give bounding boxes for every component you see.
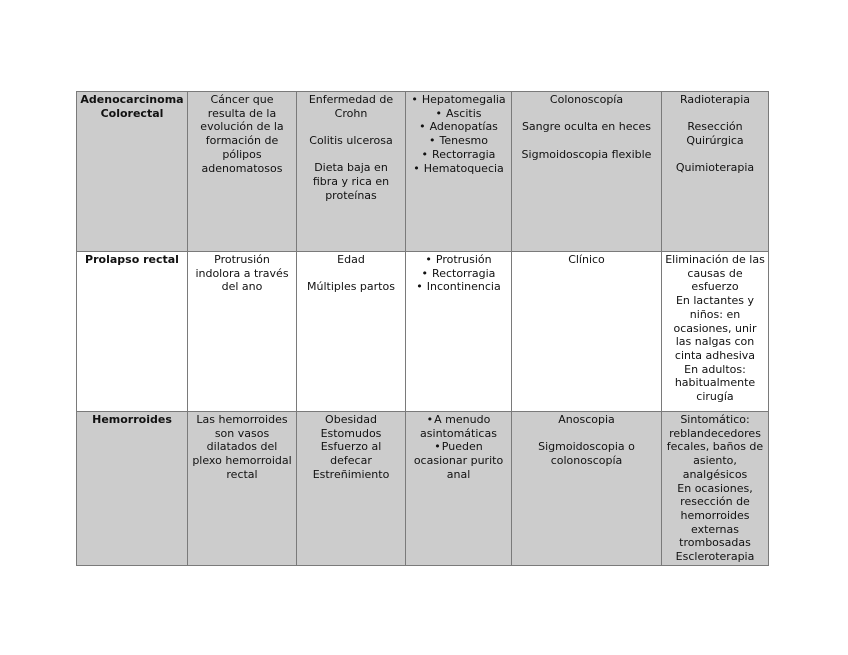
symptom-item: • Rectorragia — [421, 147, 496, 161]
symptom-item: • Tenesmo — [428, 134, 489, 148]
treatment-item: Radioterapia — [679, 93, 751, 106]
treatment-item: Quimioterapia — [675, 161, 755, 175]
symptom-item: •Pueden ocasionar purito anal — [413, 440, 504, 481]
symptoms-cell — [406, 412, 512, 566]
bullet-icon: • — [434, 440, 441, 454]
bullet-icon: • — [419, 120, 426, 134]
diagnosis-cell — [512, 92, 662, 252]
cause-item: Múltiples partos — [307, 280, 395, 294]
bullet-icon: • — [426, 413, 434, 426]
definition-cell — [188, 412, 297, 566]
definition-cell — [188, 92, 297, 252]
diagnosis-cell — [512, 412, 662, 566]
bullet-icon: • — [435, 106, 443, 120]
bullet-icon: • — [411, 93, 418, 106]
treatment-cell — [662, 252, 769, 412]
diagnosis-item: Sigmoidoscopia flexible — [521, 147, 652, 161]
symptom-item: • Hepatomegalia — [411, 93, 506, 106]
symptoms-cell — [406, 92, 512, 252]
symptom-item: • Protrusión — [425, 253, 492, 266]
treatment-item: Resección Quirúrgica — [686, 120, 744, 148]
treatment-item: En lactantes y niños: en ocasiones, unir las nalgas con cinta adhesiva — [673, 294, 757, 362]
treatment-item: Eliminación de las causas de esfuerzo — [665, 253, 765, 294]
cause-item: Enfermedad de Crohn — [308, 93, 394, 120]
symptoms-cell — [406, 252, 512, 412]
table-row — [77, 412, 769, 566]
cause-item: Estomudos — [320, 426, 382, 440]
cause-item: Estreñimiento — [312, 467, 390, 481]
diagnosis-item: Clínico — [568, 253, 605, 266]
causes-cell — [297, 92, 406, 252]
treatment-cell — [662, 412, 769, 566]
bullet-icon: • — [428, 134, 436, 148]
bullet-icon: • — [425, 253, 432, 266]
symptom-item: • Incontinencia — [416, 280, 501, 294]
diagnosis-item: Colonoscopía — [549, 93, 624, 106]
bullet-icon: • — [421, 147, 429, 161]
causes-cell — [297, 252, 406, 412]
table-row — [77, 92, 769, 252]
treatment-item: En ocasiones, resección de hemorroides externas trombosadas — [677, 481, 753, 550]
bullet-icon: • — [421, 266, 429, 280]
diagnosis-item: Anoscopia — [558, 413, 615, 426]
treatment-item: En adultos: habitualmente cirugía — [674, 362, 756, 404]
disease-name-cell — [77, 92, 188, 252]
cause-item: Dieta baja en fibra y rica en proteínas — [312, 161, 390, 202]
cause-item: Edad — [337, 253, 365, 266]
definition-text: Las hemorroides son vasos dilatados del plexo hemorroidal rectal — [192, 413, 292, 481]
causes-cell — [297, 412, 406, 566]
symptom-item: • Hematoquecia — [413, 161, 504, 175]
definition-text: Protrusión indolora a través del ano — [195, 253, 289, 294]
diagnosis-item: Sigmoidoscopia o colonoscopía — [538, 440, 635, 468]
disease-name: Adenocarcinoma Colorectal — [80, 93, 184, 120]
definition-cell — [188, 252, 297, 412]
symptom-item: • Rectorragia — [421, 266, 496, 280]
disease-name: Hemorroides — [92, 413, 172, 426]
table-row — [77, 252, 769, 412]
cause-item: Esfuerzo al defecar — [320, 440, 382, 468]
bullet-icon: • — [416, 280, 423, 294]
cause-item: Obesidad — [325, 413, 377, 426]
diagnosis-cell — [512, 252, 662, 412]
symptom-item: • Adenopatías — [419, 120, 498, 134]
bullet-icon: • — [413, 161, 420, 175]
treatment-cell — [662, 92, 769, 252]
symptom-item: • Ascitis — [435, 106, 482, 120]
diagnosis-item: Sangre oculta en heces — [521, 120, 652, 134]
treatment-item: Escleroterapia — [675, 550, 755, 564]
disease-name-cell — [77, 252, 188, 412]
disease-name: Prolapso rectal — [85, 253, 179, 266]
disease-table — [76, 91, 769, 566]
treatment-item: Sintomático: reblandecedores fecales, baños de asiento, analgésicos — [666, 413, 764, 481]
definition-text: Cáncer que resulta de la evolución de la formación de pólipos adenomatosos — [200, 93, 284, 175]
cause-item: Colitis ulcerosa — [309, 134, 393, 148]
disease-name-cell — [77, 412, 188, 566]
symptom-item: •A menudo asintomáticas — [420, 413, 497, 440]
